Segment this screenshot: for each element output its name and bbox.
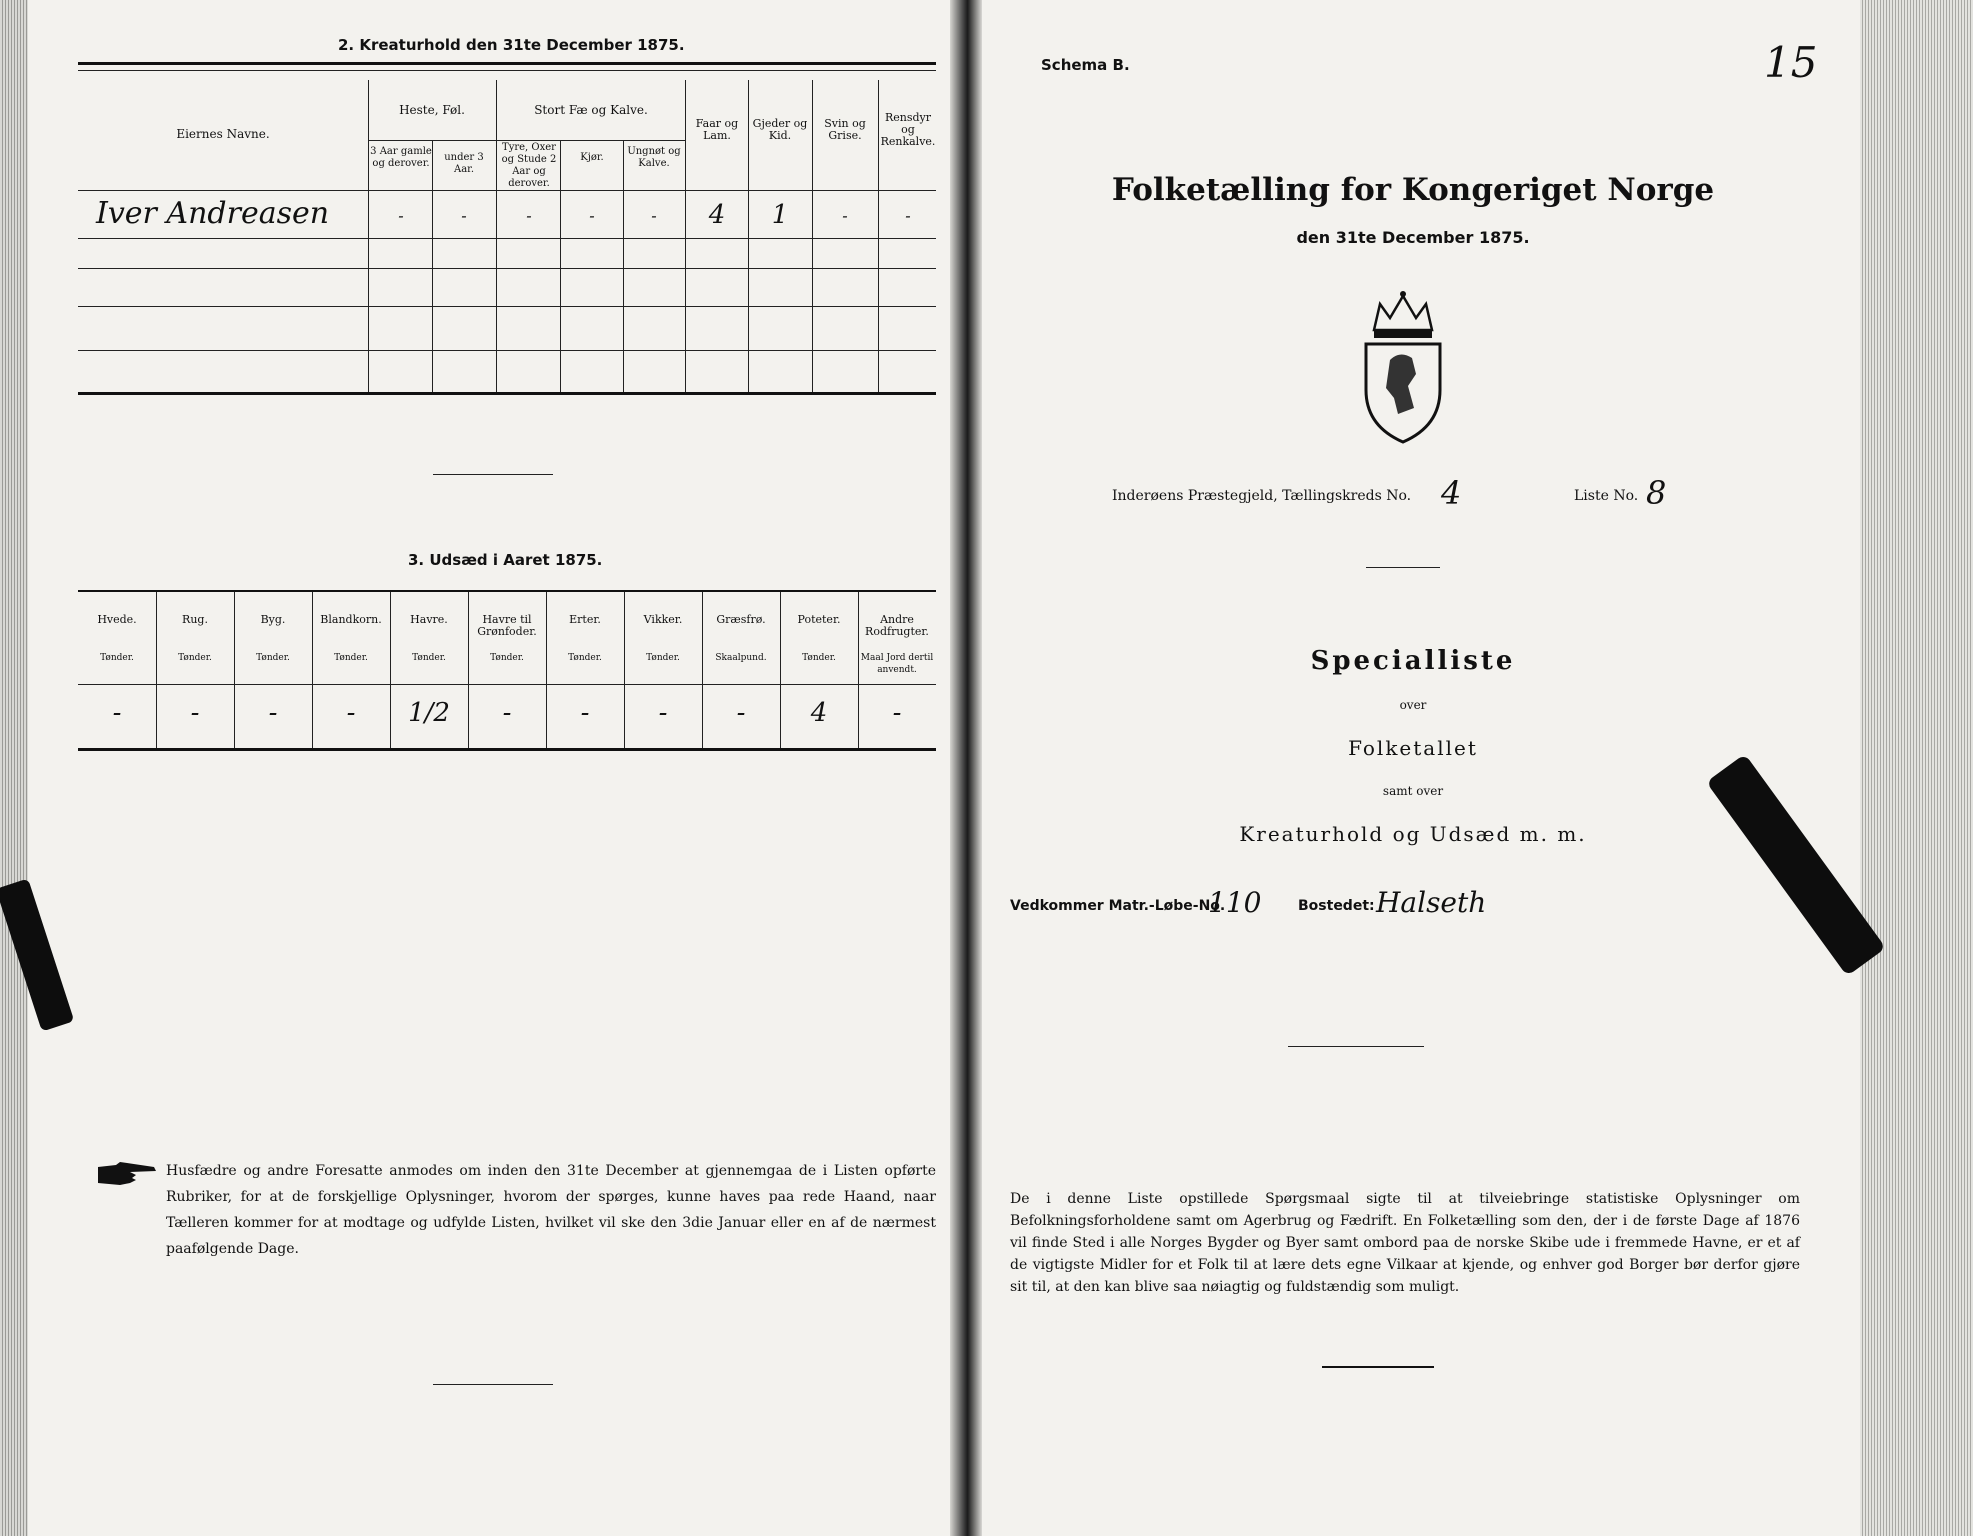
matr-label: Vedkommer Matr.-Løbe-No.	[1010, 898, 1226, 914]
section3-col-header: Andre Rodfrugter.	[865, 613, 929, 638]
district-number: 4	[1441, 474, 1462, 512]
section3-value: -	[268, 698, 278, 728]
section3-col-header: Poteter.	[797, 613, 841, 626]
cattle-c-header: Ungnøt og Kalve.	[627, 146, 681, 169]
section3-col-unit: Tønder.	[100, 653, 134, 663]
reindeer-value: -	[905, 206, 911, 225]
section3-col-unit: Tønder.	[256, 653, 290, 663]
section3-col-unit: Tønder.	[568, 653, 602, 663]
section3-value: 4	[810, 698, 828, 728]
section3-col-unit: Tønder.	[802, 653, 836, 663]
section3-value: 1/2	[408, 698, 450, 728]
folketallet-text: Folketallet	[1348, 736, 1478, 760]
subtitle: den 31te December 1875.	[1296, 228, 1530, 247]
owner-header: Eiernes Navne.	[176, 127, 270, 141]
coat-of-arms-icon	[1360, 290, 1446, 444]
horse-a-value: -	[398, 206, 404, 225]
section3-value: -	[736, 698, 746, 728]
horse-b-header: under 3 Aar.	[444, 152, 484, 175]
section3-col-unit: Tønder.	[334, 653, 368, 663]
goats-header: Gjeder og Kid.	[752, 117, 808, 142]
samt-over-text: samt over	[1382, 784, 1444, 798]
sheep-value: 4	[708, 200, 726, 230]
section3-col-unit: Tønder.	[178, 653, 212, 663]
bosted-value: Halseth	[1376, 886, 1487, 919]
horse-group-header: Heste, Føl.	[399, 103, 465, 117]
schema-label: Schema B.	[1041, 56, 1130, 74]
section3-col-header: Byg.	[260, 613, 286, 626]
horse-a-header: 3 Aar gamle og derover.	[370, 146, 432, 169]
section3-value: -	[502, 698, 512, 728]
cattle-c-value: -	[651, 206, 657, 225]
cattle-b-value: -	[589, 206, 595, 225]
page-number: 15	[1764, 38, 1818, 87]
section3-value: -	[190, 698, 200, 728]
section3-col-header: Havre.	[410, 613, 448, 626]
section3-value: -	[112, 698, 122, 728]
section3-col-unit: Tønder.	[412, 653, 446, 663]
kreaturhold-text: Kreaturhold og Udsæd m. m.	[1239, 822, 1587, 846]
matr-value: 110	[1208, 886, 1262, 919]
owner-name: Iver Andreasen	[96, 196, 330, 231]
goats-value: 1	[771, 200, 789, 230]
list-label: Liste No.	[1574, 488, 1639, 504]
section3-col-unit: Skaalpund.	[715, 653, 767, 663]
section3-col-header: Hvede.	[97, 613, 137, 626]
cattle-group-header: Stort Fæ og Kalve.	[534, 103, 648, 117]
cattle-b-header: Kjør.	[580, 152, 604, 163]
special-title: Specialliste	[1310, 646, 1516, 676]
book-gutter	[950, 0, 982, 1536]
section3-col-header: Rug.	[182, 613, 208, 626]
sheep-header: Faar og Lam.	[695, 117, 739, 142]
over-text: over	[1399, 698, 1427, 712]
bosted-label: Bostedet:	[1298, 898, 1375, 914]
notice-text: Husfædre og andre Foresatte anmodes om inden den 31te December at gjennemgaa de i Listen opførte Rubriker, for at de forskjellige Oplysninger, hvorom der spørges, kunne haves paa rede Haand, naar Tælleren kommer for at modtage og udfylde Listen, hvilket vil ske den 3die Januar eller en af de nærmest paafølgende Dage.	[166, 1163, 936, 1257]
section3-value: -	[346, 698, 356, 728]
cattle-a-value: -	[526, 206, 532, 225]
section3-col-header: Blandkorn.	[320, 613, 382, 626]
section3-col-unit: Maal Jord dertil anvendt.	[860, 653, 934, 675]
cattle-a-header: Tyre, Oxer og Stude 2 Aar og derover.	[501, 142, 557, 189]
section3-col-unit: Tønder.	[646, 653, 680, 663]
pigs-value: -	[842, 206, 848, 225]
left-page-edges	[0, 0, 28, 1536]
reindeer-header: Rensdyr og Renkalve.	[880, 111, 936, 148]
right-page-edges	[1860, 0, 1973, 1536]
section3-col-header: Vikker.	[643, 613, 683, 626]
section3-value: -	[658, 698, 668, 728]
section3-col-header: Erter.	[569, 613, 601, 626]
list-number: 8	[1646, 474, 1667, 512]
pointing-hand-icon	[96, 1161, 158, 1187]
section3-title: 3. Udsæd i Aaret 1875.	[408, 551, 603, 569]
bottom-text: De i denne Liste opstillede Spørgsmaal sigte til at tilveiebringe statistiske Oplysninger om Befolkningsforholdene samt om Agerbrug og Fædrift. En Folketælling som den, der i de første Dage af 1876 vil finde Sted i alle Norges Bygder og Byer samt ombord paa de norske Skibe ude i fremmede Havne, er et af de vigtigste Midler for et Folk til at lære dets egne Vilkaar at kjende, og enhver god Borger bør derfor gjøre sit til, at den kan blive saa nøiagtig og fuldstændig som muligt.	[1010, 1191, 1800, 1295]
left-page	[28, 0, 966, 1536]
section3-col-header: Græsfrø.	[716, 613, 766, 626]
district-label: Inderøens Præstegjeld, Tællingskreds No.	[1112, 488, 1412, 504]
section3-value: -	[892, 698, 902, 728]
section2-title: 2. Kreaturhold den 31te December 1875.	[338, 36, 685, 54]
main-title: Folketælling for Kongeriget Norge	[1111, 172, 1715, 208]
horse-b-value: -	[461, 206, 467, 225]
section3-col-unit: Tønder.	[490, 653, 524, 663]
pigs-header: Svin og Grise.	[824, 117, 866, 142]
section3-col-header: Havre til Grønfoder.	[477, 613, 537, 638]
section3-value: -	[580, 698, 590, 728]
